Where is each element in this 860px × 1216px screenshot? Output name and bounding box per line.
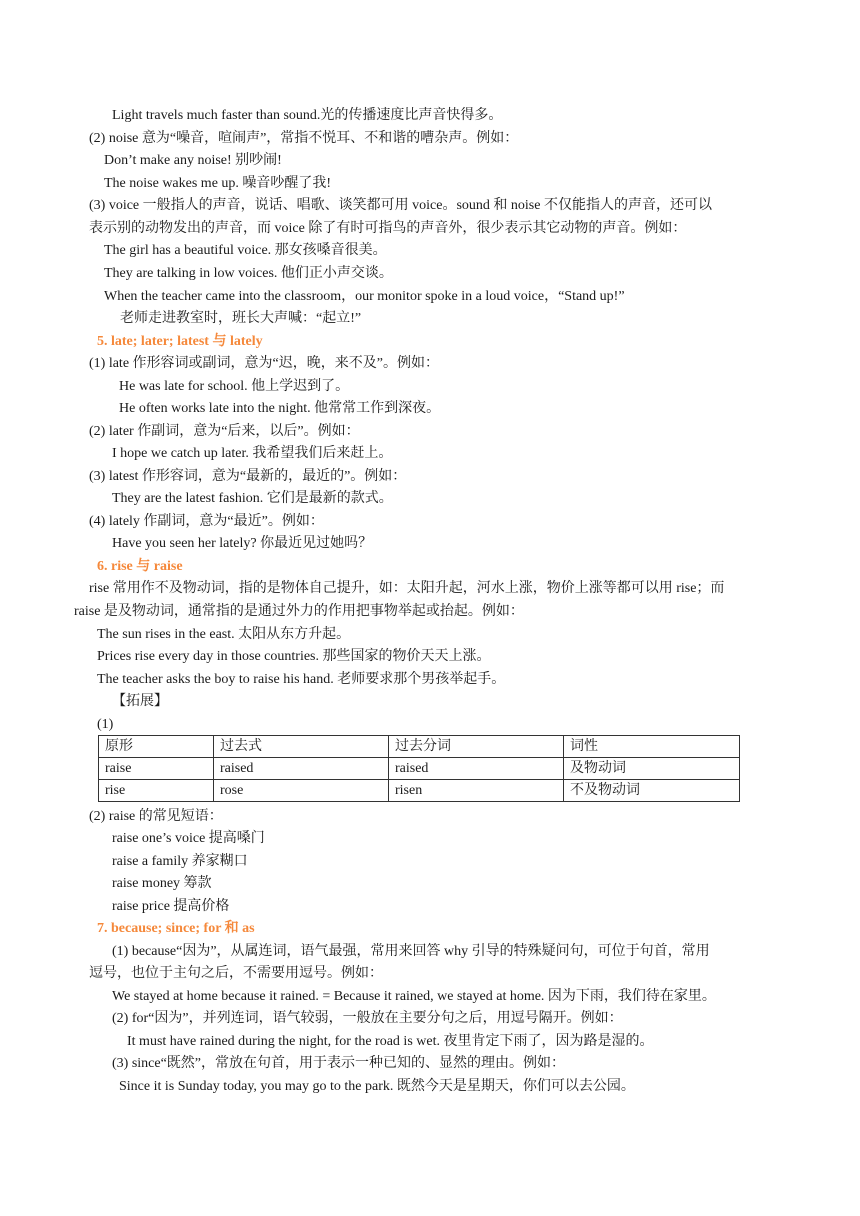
verb-forms-table — [98, 735, 740, 802]
paragraph: (2) noise 意为“噪音，喧闹声”，常指不悦耳、不和谐的嘈杂声。例如： — [89, 131, 519, 146]
example-sentence: He was late for school. 他上学迟到了。 — [119, 379, 350, 394]
table-cell: 不及物动词 — [564, 780, 740, 802]
example-sentence: I hope we catch up later. 我希望我们后来赶上。 — [112, 446, 393, 461]
paragraph: (2) for“因为”，并列连词，语气较弱，一般放在主要分句之后，用逗号隔开。例如： — [112, 1011, 623, 1026]
paragraph: 表示别的动物发出的声音，而 voice 除了有时可指鸟的声音外，很少表示其它动物的声音。例如： — [89, 221, 687, 236]
paragraph: rise 常用作不及物动词，指的是物体自己提升，如：太阳升起，河水上涨，物价上涨等都可以用 rise；而 — [89, 581, 725, 596]
example-sentence: We stayed at home because it rained. = Because it rained, we stayed at home. 因为下雨，我们待在家里。 — [112, 989, 716, 1004]
example-sentence: The teacher asks the boy to raise his hand. 老师要求那个男孩举起手。 — [97, 672, 506, 687]
paragraph: (4) lately 作副词，意为“最近”。例如： — [89, 514, 324, 529]
section-heading: 5. late; later; latest 与 lately — [97, 334, 263, 349]
example-sentence: Light travels much faster than sound.光的传播速度比声音快得多。 — [112, 108, 503, 123]
example-sentence: When the teacher came into the classroom，our monitor spoke in a loud voice，“Stand up!” — [104, 289, 625, 304]
example-sentence: The noise wakes me up. 噪音吵醒了我! — [104, 176, 332, 191]
table-header-cell: 原形 — [99, 736, 214, 758]
section-heading: 6. rise 与 raise — [97, 559, 183, 574]
example-sentence: They are the latest fashion. 它们是最新的款式。 — [112, 491, 393, 506]
paragraph: (3) since“既然”，常放在句首，用于表示一种已知的、显然的理由。例如： — [112, 1056, 566, 1071]
section-heading: 7. because; since; for 和 as — [97, 921, 255, 936]
table-row — [99, 758, 740, 780]
example-sentence: Since it is Sunday today, you may go to the park. 既然今天是星期天，你们可以去公园。 — [119, 1079, 635, 1094]
example-sentence: Prices rise every day in those countries. 那些国家的物价天天上涨。 — [97, 649, 491, 664]
paragraph: (1) late 作形容词或副词，意为“迟，晚，来不及”。例如： — [89, 356, 439, 371]
example-sentence: It must have rained during the night, for the road is wet. 夜里肯定下雨了，因为路是湿的。 — [127, 1034, 654, 1049]
list-marker: (1) — [97, 717, 114, 732]
table-header-cell: 过去分词 — [389, 736, 564, 758]
table-row — [99, 780, 740, 802]
table-header-cell: 词性 — [564, 736, 740, 758]
table-cell: raise — [99, 758, 214, 780]
table-cell: 及物动词 — [564, 758, 740, 780]
extension-label: 【拓展】 — [112, 694, 168, 709]
phrase-item: raise price 提高价格 — [112, 899, 230, 914]
paragraph: (3) latest 作形容词，意为“最新的，最近的”。例如： — [89, 469, 407, 484]
paragraph: (2) later 作副词，意为“后来，以后”。例如： — [89, 424, 360, 439]
paragraph: (3) voice 一般指人的声音，说话、唱歌、谈笑都可用 voice。sound 和 noise 不仅能指人的声音，还可以 — [89, 198, 712, 213]
paragraph: (1) because“因为”，从属连词，语气最强，常用来回答 why 引导的特殊疑问句，可位于句首，常用 — [112, 944, 710, 959]
example-translation: 老师走进教室时，班长大声喊：“起立!” — [120, 311, 362, 326]
paragraph: raise 是及物动词，通常指的是通过外力的作用把事物举起或抬起。例如： — [74, 604, 524, 619]
table-cell: rise — [99, 780, 214, 802]
phrase-item: raise a family 养家糊口 — [112, 854, 248, 869]
table-cell: risen — [389, 780, 564, 802]
example-sentence: Don’t make any noise! 别吵闹! — [104, 153, 282, 168]
example-sentence: They are talking in low voices. 他们正小声交谈。 — [104, 266, 393, 281]
table-cell: rose — [214, 780, 389, 802]
phrase-item: raise money 筹款 — [112, 876, 212, 891]
table-cell: raised — [214, 758, 389, 780]
example-sentence: The sun rises in the east. 太阳从东方升起。 — [97, 627, 351, 642]
paragraph: (2) raise 的常见短语： — [89, 809, 223, 824]
paragraph: 逗号，也位于主句之后，不需要用逗号。例如： — [89, 966, 383, 981]
table-cell: raised — [389, 758, 564, 780]
table-header-row — [99, 736, 740, 758]
table-header-cell: 过去式 — [214, 736, 389, 758]
example-sentence: Have you seen her lately? 你最近见过她吗？ — [112, 536, 373, 551]
phrase-item: raise one’s voice 提高嗓门 — [112, 831, 265, 846]
example-sentence: He often works late into the night. 他常常工作到深夜。 — [119, 401, 441, 416]
example-sentence: The girl has a beautiful voice. 那女孩嗓音很美。 — [104, 243, 387, 258]
